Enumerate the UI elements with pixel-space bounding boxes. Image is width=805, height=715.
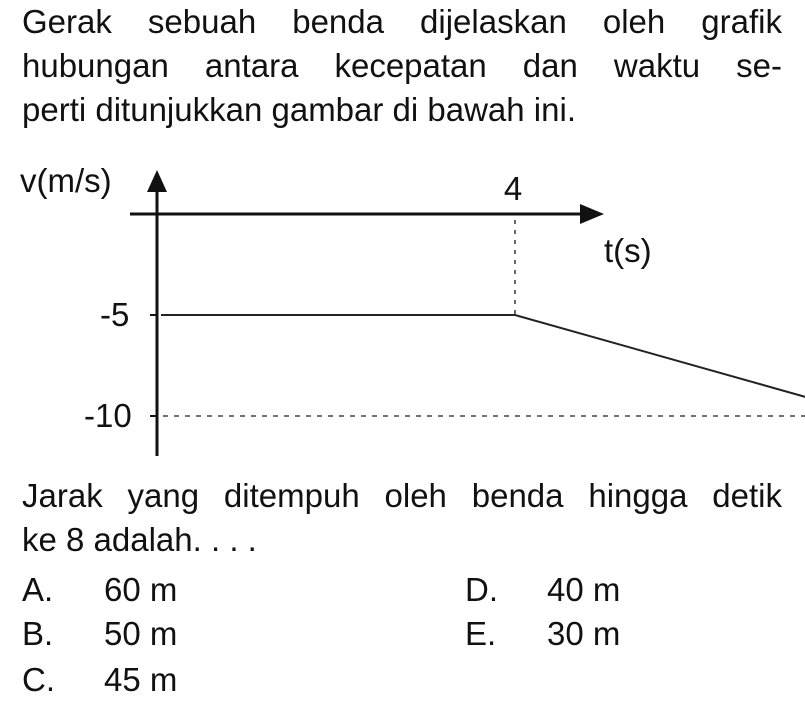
option-e-letter: E. bbox=[465, 615, 497, 652]
x-axis-label: t(s) bbox=[604, 232, 652, 269]
question-line-3: perti ditunjukkan gambar di bawah ini. bbox=[22, 91, 576, 128]
option-a-value: 60 m bbox=[104, 571, 178, 608]
question-line-2: hubungan antara kecepatan dan waktu se- bbox=[22, 47, 782, 84]
question-text bbox=[22, 0, 782, 132]
series-group bbox=[161, 315, 805, 416]
option-e[interactable] bbox=[465, 612, 620, 656]
prompt-text bbox=[22, 474, 782, 562]
question-line-1: Gerak sebuah benda dijelaskan oleh grafik bbox=[22, 3, 782, 40]
axis-labels bbox=[20, 162, 805, 434]
y-tick-label-neg10: -10 bbox=[84, 397, 132, 434]
y-axis-label: v(m/s) bbox=[20, 162, 112, 199]
option-a[interactable] bbox=[22, 568, 177, 612]
x-tick-label-4: 4 bbox=[503, 170, 523, 207]
guide-lines bbox=[163, 220, 805, 416]
velocity-series-line bbox=[161, 315, 805, 416]
velocity-time-graph bbox=[0, 150, 805, 470]
option-a-letter: A. bbox=[22, 571, 54, 608]
option-e-value: 30 m bbox=[547, 615, 621, 652]
option-d-value: 40 m bbox=[547, 571, 621, 608]
y-axis-arrowhead bbox=[147, 170, 167, 192]
option-b-value: 50 m bbox=[104, 615, 178, 652]
prompt-line-1: Jarak yang ditempuh oleh benda hingga detik bbox=[22, 477, 782, 514]
option-d-letter: D. bbox=[465, 571, 498, 608]
option-d[interactable] bbox=[465, 568, 620, 612]
option-c[interactable] bbox=[22, 658, 177, 702]
option-b[interactable] bbox=[22, 612, 177, 656]
option-c-value: 45 m bbox=[104, 661, 178, 698]
option-b-letter: B. bbox=[22, 615, 54, 652]
prompt-line-2: ke 8 adalah. . . . bbox=[22, 521, 257, 558]
axes bbox=[130, 170, 604, 456]
option-c-letter: C. bbox=[22, 661, 55, 698]
y-tick-label-neg5: -5 bbox=[100, 296, 130, 333]
x-axis-arrowhead bbox=[580, 204, 604, 224]
